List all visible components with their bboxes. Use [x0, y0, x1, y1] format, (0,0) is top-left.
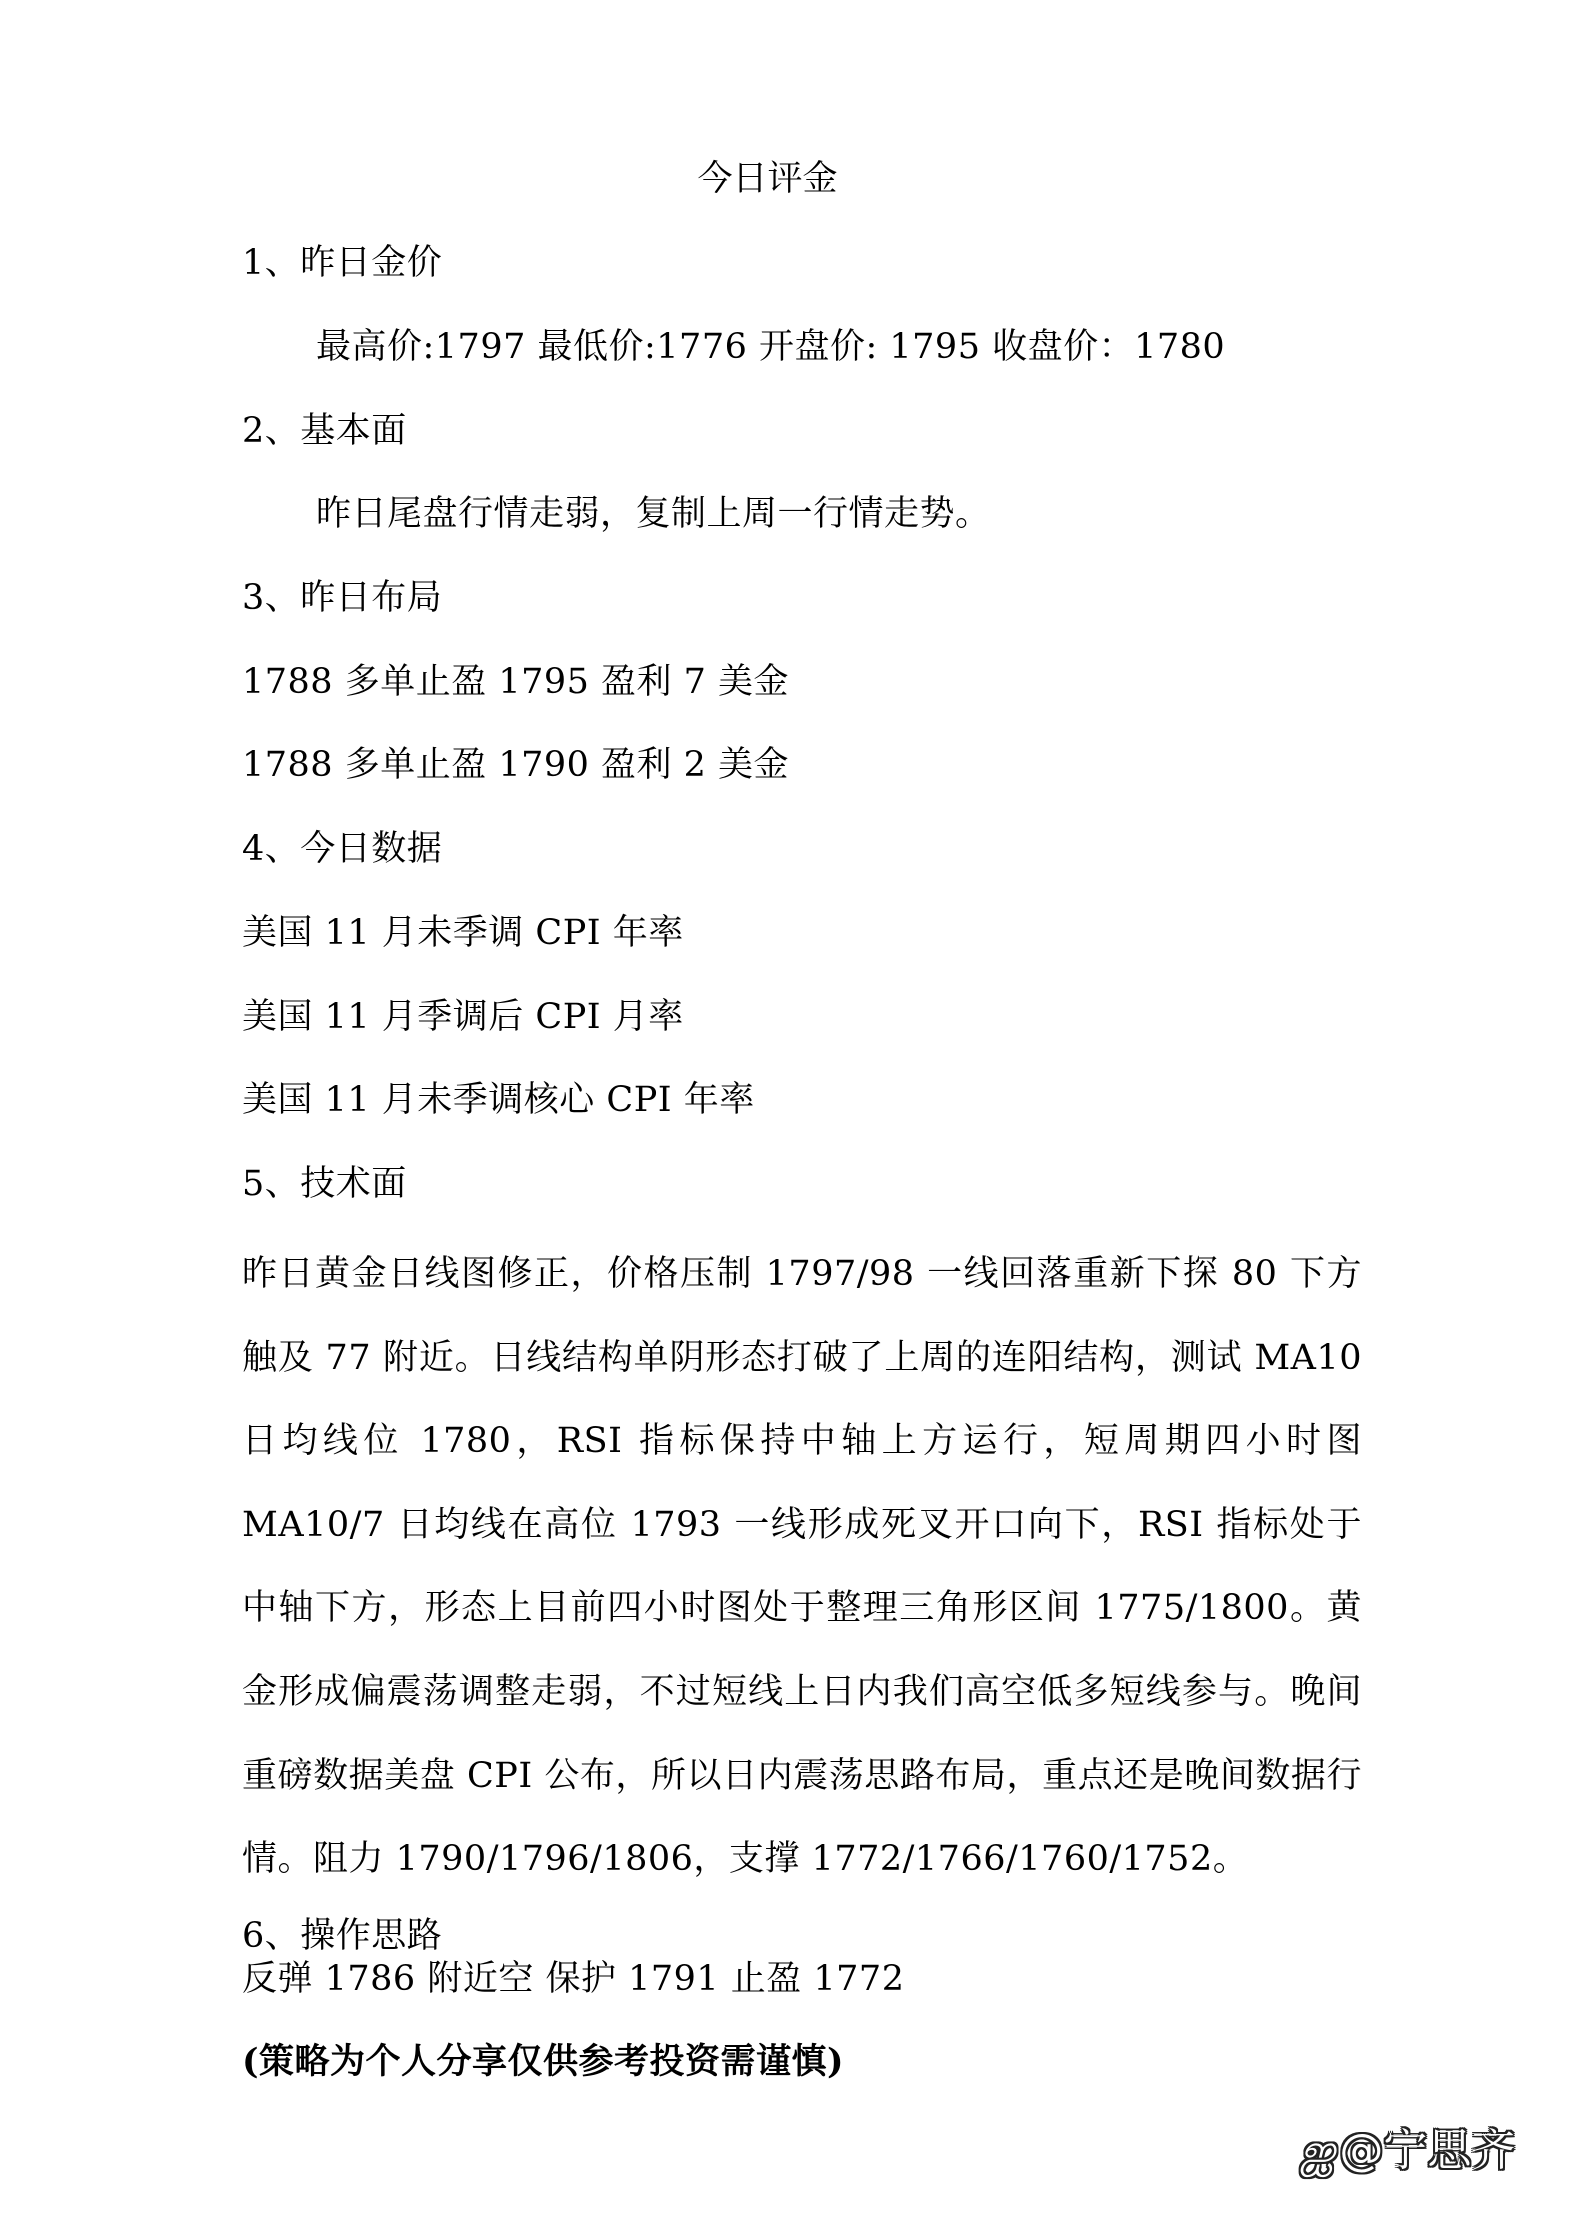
fundamentals-text: 昨日尾盘行情走弱，复制上周一行情走势。 [316, 494, 991, 534]
section-6-heading: 6、操作思路 [242, 1916, 443, 1956]
section-5-heading: 5、技术面 [242, 1164, 407, 1204]
data-release-item: 美国 11 月未季调 CPI 年率 [242, 913, 684, 953]
trade-record-item: 1788 多单止盈 1795 盈利 7 美金 [242, 662, 790, 702]
section-4-heading: 4、今日数据 [242, 829, 443, 869]
disclaimer: (策略为个人分享仅供参考投资需谨慎) [242, 2041, 845, 2082]
watermark [1300, 2124, 1515, 2178]
strategy-text: 反弹 1786 附近空 保护 1791 止盈 1772 [242, 1959, 905, 1999]
watermark-text: @宁思齐 [1339, 2125, 1516, 2176]
data-release-item: 美国 11 月未季调核心 CPI 年率 [242, 1080, 755, 1120]
technical-analysis-paragraph: 昨日黄金日线图修正，价格压制 1797/98 一线回落重新下探 80 下方触及 77 附近。日线结构单阴形态打破了上周的连阳结构，测试 MA10 日均线位 1780，RSI 指标保持中轴上方运行，短周期四小时图 MA10/7 日均线在高位 1793 一线形成死叉开口向下，RSI 指标处于中轴下方，形态上目前四小时图处于整理三角形区间 1775/1800。黄金形成偏震荡调整走弱，不过短线上日内我们高空低多短线参与。晚间重磅数据美盘 CPI 公布，所以日内震荡思路布局，重点还是晚间数据行情。阻力 1790/1796/1806，支撑 1772/1766/1760/1752。 [242, 1254, 1362, 1880]
yesterday-gold-prices: 最高价:1797 最低价:1776 开盘价: 1795 收盘价：1780 [316, 327, 1226, 367]
section-3-heading: 3、昨日布局 [242, 578, 443, 618]
page-title: 今日评金 [697, 159, 838, 199]
trade-record-item: 1788 多单止盈 1790 盈利 2 美金 [242, 745, 790, 785]
section-1-heading: 1、昨日金价 [242, 243, 443, 283]
section-2-heading: 2、基本面 [242, 411, 407, 451]
data-release-item: 美国 11 月季调后 CPI 月率 [242, 997, 684, 1037]
weibo-logo-icon: ஐ [1300, 2125, 1336, 2176]
